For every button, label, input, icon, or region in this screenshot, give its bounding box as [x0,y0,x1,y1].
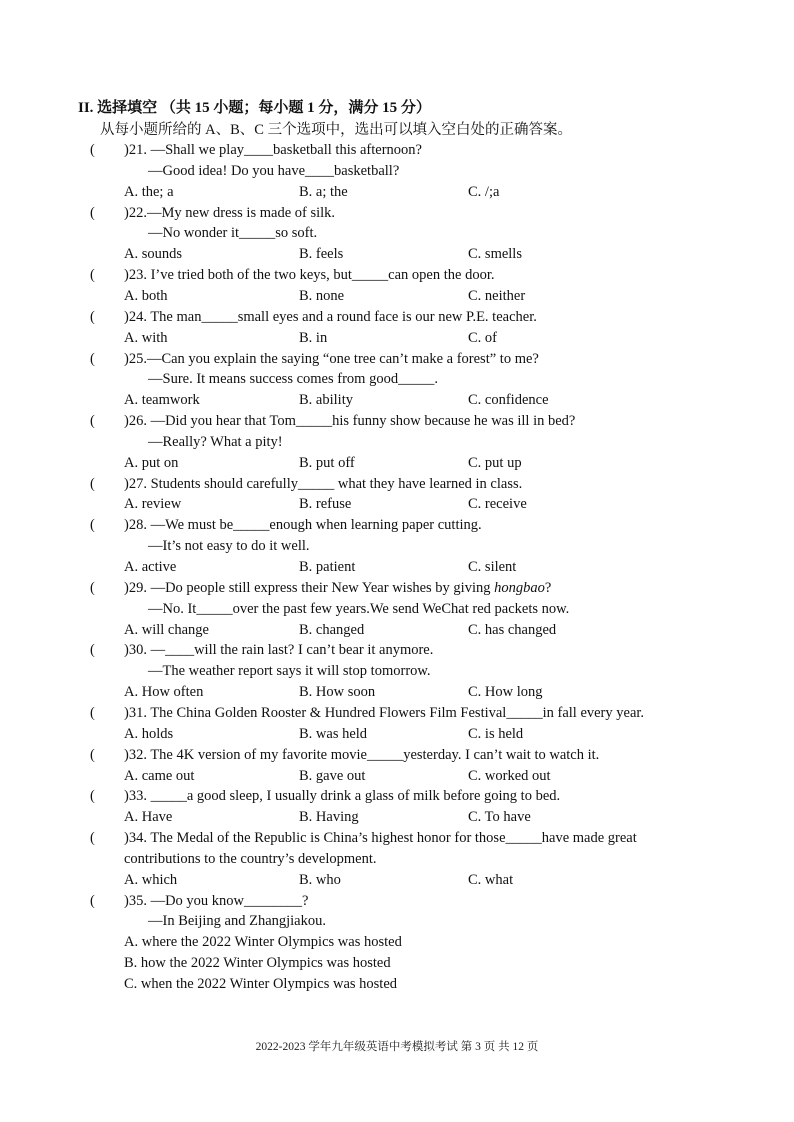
question-stem: )35. —Do you know________? [124,892,309,909]
question-stem: )28. —We must be_____enough when learning paper cutting. [124,517,482,534]
option-a[interactable]: A. with [124,329,168,346]
option-c[interactable]: C. what [468,871,514,888]
dialogue-reply: —In Beijing and Zhangjiakou. [148,913,326,930]
answer-paren[interactable]: ( [90,350,95,367]
option-c[interactable]: C. put up [468,454,522,471]
option-b[interactable]: B. put off [299,454,355,471]
answer-paren[interactable]: ( [90,704,95,721]
option-c[interactable]: C. has changed [468,621,557,638]
dialogue-reply: —It’s not easy to do it well. [148,538,310,555]
answer-paren[interactable]: ( [90,746,95,763]
answer-paren[interactable]: ( [90,830,95,847]
option-b[interactable]: B. changed [299,621,365,638]
question-stem: )33. _____a good sleep, I usually drink a glass of milk before going to bed. [124,788,561,805]
answer-paren[interactable]: ( [90,892,95,909]
option-c[interactable]: C. worked out [468,767,551,784]
option-a[interactable]: A. put on [124,454,179,471]
option-c[interactable]: C. /;a [468,183,500,200]
question-stem: )29. —Do people still express their New Year wishes by giving hongbao? [124,579,552,596]
question-stem: )23. I’ve tried both of the two keys, but_____can open the door. [124,267,495,284]
answer-paren[interactable]: ( [90,642,95,659]
option-a[interactable]: A. where the 2022 Winter Olympics was hosted [124,934,402,951]
dialogue-reply: —The weather report says it will stop tomorrow. [148,663,431,680]
question-stem: )34. The Medal of the Republic is China’s highest honor for those_____have made great [124,830,637,847]
answer-paren[interactable]: ( [90,308,95,325]
option-c[interactable]: C. when the 2022 Winter Olympics was hosted [124,976,398,992]
option-c[interactable]: C. smells [468,246,522,263]
answer-paren[interactable]: ( [90,204,95,221]
option-b[interactable]: B. feels [299,246,344,263]
option-a[interactable]: A. active [124,559,177,575]
option-c[interactable]: C. neither [468,287,526,304]
option-b[interactable]: B. in [299,329,328,346]
question-stem: )31. The China Golden Rooster & Hundred Flowers Film Festival_____in fall every year. [124,704,645,721]
option-c[interactable]: C. is held [468,725,524,742]
answer-paren[interactable]: ( [90,475,95,492]
option-c[interactable]: C. confidence [468,392,549,409]
option-a[interactable]: A. sounds [124,246,183,263]
option-a[interactable]: A. teamwork [124,392,200,409]
option-a[interactable]: A. will change [124,621,209,638]
answer-paren[interactable]: ( [90,142,95,158]
option-c[interactable]: C. silent [468,559,517,575]
option-b[interactable]: B. a; the [299,183,348,200]
dialogue-reply: —No. It_____over the past few years.We send WeChat red packets now. [148,600,570,617]
option-a[interactable]: A. the; a [124,183,174,200]
answer-paren[interactable]: ( [90,788,95,805]
question-stem: )30. —____will the rain last? I can’t bear it anymore. [124,642,434,659]
dialogue-reply: —Sure. It means success comes from good_____. [148,371,438,388]
option-c[interactable]: C. How long [468,684,543,701]
option-b[interactable]: B. was held [299,725,368,742]
question-stem: )27. Students should carefully_____ what they have learned in class. [124,475,523,492]
section-instruction: 从每小题所给的 A、B、C 三个选项中，选出可以填入空白处的正确答案。 [100,122,573,138]
question-stem: )32. The 4K version of my favorite movie_____yesterday. I can’t wait to watch it. [124,746,600,763]
option-c[interactable]: C. of [468,329,497,346]
option-b[interactable]: B. how the 2022 Winter Olympics was hosted [124,955,391,972]
question-stem: )21. —Shall we play____basketball this afternoon? [124,142,422,158]
option-a[interactable]: A. How often [124,684,204,701]
answer-paren[interactable]: ( [90,267,95,284]
question-continuation: contributions to the country’s development. [124,850,377,867]
option-c[interactable]: C. To have [468,809,531,826]
dialogue-reply: —No wonder it_____so soft. [148,225,318,242]
option-b[interactable]: B. who [299,871,341,888]
option-b[interactable]: B. Having [299,809,359,826]
question-stem: )22.—My new dress is made of silk. [124,204,336,221]
option-a[interactable]: A. which [124,871,178,888]
dialogue-reply: —Good idea! Do you have____basketball? [148,162,400,179]
option-b[interactable]: B. ability [299,392,353,409]
option-a[interactable]: A. came out [124,767,195,784]
dialogue-reply: —Really? What a pity! [148,433,283,450]
question-stem: )25.—Can you explain the saying “one tree can’t make a forest” to me? [124,350,539,367]
option-b[interactable]: B. patient [299,559,356,575]
question-stem: )26. —Did you hear that Tom_____his funny show because he was ill in bed? [124,413,576,430]
option-a[interactable]: A. holds [124,725,174,742]
option-b[interactable]: B. How soon [299,684,376,701]
option-a[interactable]: A. both [124,287,168,304]
option-c[interactable]: C. receive [468,496,527,513]
option-a[interactable]: A. Have [124,809,173,826]
option-b[interactable]: B. none [299,287,345,304]
answer-paren[interactable]: ( [90,413,95,430]
option-a[interactable]: A. review [124,496,182,513]
section-title: II. 选择填空 （共 15 小题；每小题 1 分，满分 15 分） [78,100,431,116]
answer-paren[interactable]: ( [90,517,95,534]
page-footer: 2022-2023 学年九年级英语中考模拟考试 第 3 页 共 12 页 [255,1041,539,1053]
option-b[interactable]: B. refuse [299,496,352,513]
question-stem: )24. The man_____small eyes and a round face is our new P.E. teacher. [124,308,537,325]
option-b[interactable]: B. gave out [299,767,366,784]
answer-paren[interactable]: ( [90,579,95,596]
